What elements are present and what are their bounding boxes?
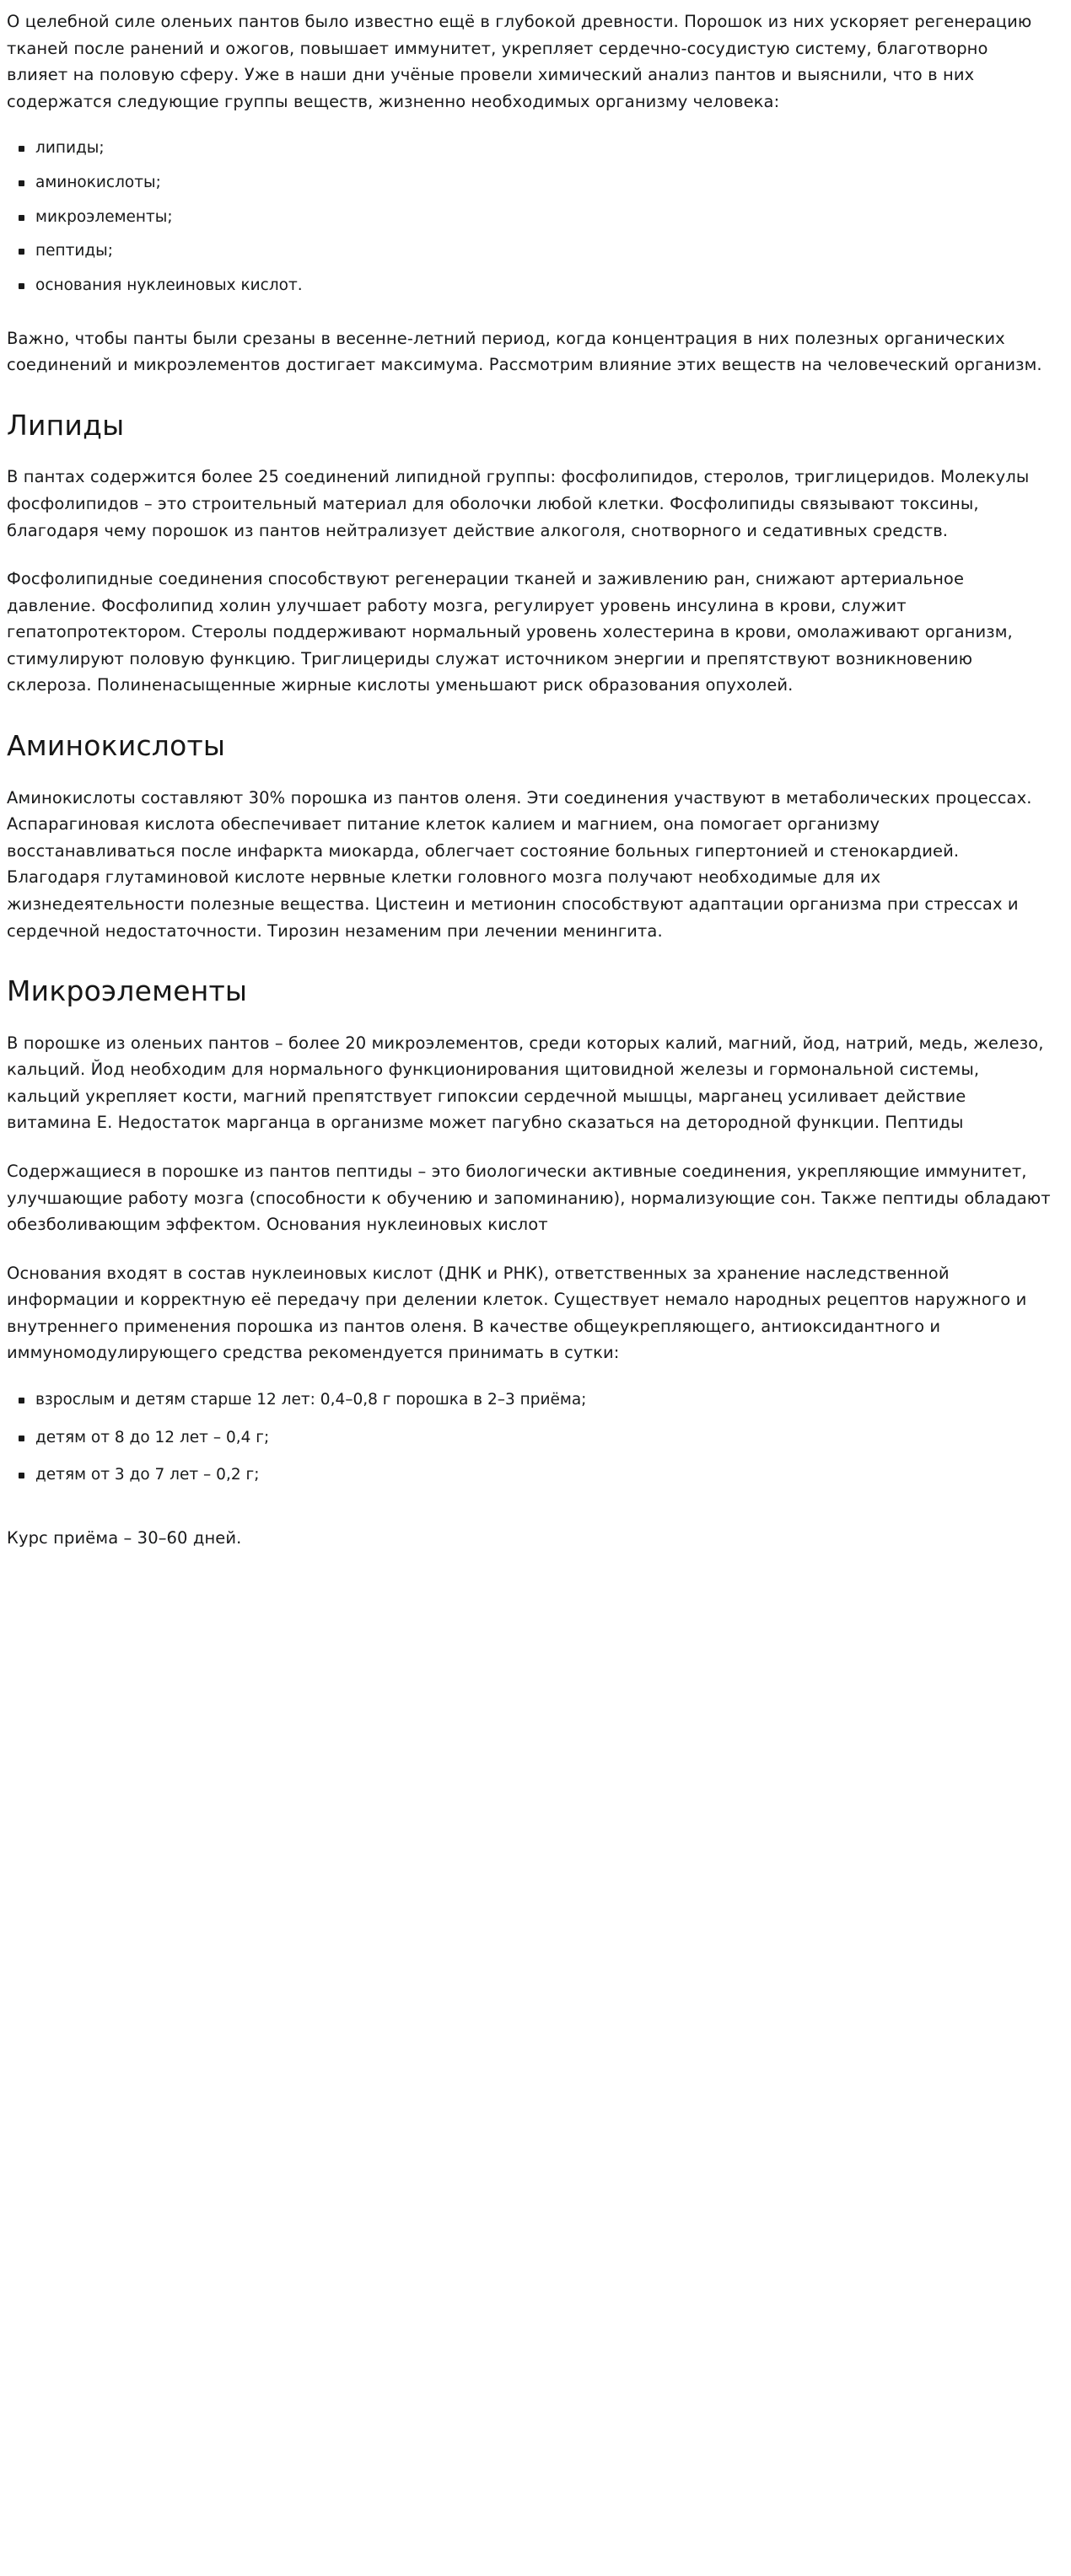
closing-paragraph: Курс приёма – 30–60 дней. (7, 1528, 242, 1548)
lipids-paragraph-1: В пантах содержится более 25 соединений липидной группы: фосфолипидов, стеролов, триглицеридов. Молекулы фосфолипидов – это строительный материал для оболочки любой клетки. Фосфолипиды связывают токсины, благодаря чему порошок из пантов нейтрализует действие алкоголя, снотворного и седативных средств. (7, 467, 1030, 540)
microelements-paragraph-2: Содержащиеся в порошке из пантов пептиды – это биологически активные соединения, укрепляющие иммунитет, улучшающие работу мозга (способности к обучению и запоминанию), нормализующие сон. Также пептиды обладают обезболивающим эффектом. Основания нуклеиновых кислот (7, 1162, 1051, 1235)
list-item: липиды; (35, 137, 1052, 161)
spacer (7, 1510, 1052, 1525)
microelements-paragraph-3: Основания входят в состав нуклеиновых кислот (ДНК и РНК), ответственных за хранение наследственной информации и корректную её передачу при делении клеток. Существует немало народных рецептов наружного и внутреннего применения порошка из пантов оленя. В качестве общеукрепляющего, антиоксидантного и иммуномодулирующего средства рекомендуется принимать в сутки: (7, 1263, 1027, 1363)
after-list-paragraph: Важно, чтобы панты были срезаны в весенне-летний период, когда концентрация в них полезных органических соединений и микроэлементов достигает максимума. Рассмотрим влияние этих веществ на человеческий организм. (7, 328, 1042, 375)
lipids-paragraph-2: Фосфолипидные соединения способствуют регенерации тканей и заживлению ран, снижают артериальное давление. Фосфолипид холин улучшает работу мозга, регулирует уровень инсулина в крови, служит гепатопротектором. Стеролы поддерживают нормальный уровень холестерина в крови, омолаживают организм, стимулируют половую функцию. Триглицериды служат источником энергии и препятствуют возникновению склероза. Полиненасыщенные жирные кислоты уменьшают риск образования опухолей. (7, 569, 1013, 695)
list-item: пептиды; (35, 239, 1052, 264)
section-heading-amino-acids: Аминокислоты (7, 729, 226, 763)
list-item: детям от 8 до 12 лет – 0,4 г; (35, 1426, 1052, 1451)
amino-acids-paragraph-1: Аминокислоты составляют 30% порошка из пантов оленя. Эти соединения участвуют в метаболических процессах. Аспарагиновая кислота обеспечивает питание клеток калием и магнием, она помогает организму восстанавливаться после инфаркта миокарда, облегчает состояние больных гипертонией и стенокардией. Благодаря глутаминовой кислоте нервные клетки головного мозга получают необходимые для их жизнедеятельности полезные вещества. Цистеин и метионин способствуют адаптации организма при стрессах и сердечной недостаточности. Тирозин незаменим при лечении менингита. (7, 787, 1032, 941)
substance-list (7, 137, 1052, 298)
section-heading-microelements: Микроэлементы (7, 974, 248, 1008)
list-item: детям от 3 до 7 лет – 0,2 г; (35, 1463, 1052, 1488)
section-heading-lipids: Липиды (7, 408, 125, 442)
dosage-list (7, 1388, 1052, 1488)
list-item: микроэлементы; (35, 206, 1052, 230)
list-item: основания нуклеиновых кислот. (35, 274, 1052, 298)
list-item: аминокислоты; (35, 171, 1052, 196)
list-item: взрослым и детям старше 12 лет: 0,4–0,8 г порошка в 2–3 приёма; (35, 1388, 1052, 1413)
microelements-paragraph-1: В порошке из оленьих пантов – более 20 микроэлементов, среди которых калий, магний, йод, натрий, медь, железо, кальций. Йод необходим для нормального функционирования щитовидной железы и гормональной системы, кальций укрепляет кости, магний препятствует гипоксии сердечной мышцы, марганец усиливает действие витамина Е. Недостаток марганца в организме может пагубно сказаться на детородной функции. Пептиды (7, 1033, 1044, 1133)
intro-paragraph: О целебной силе оленьих пантов было известно ещё в глубокой древности. Порошок из них ускоряет регенерацию тканей после ранений и ожогов, повышает иммунитет, укрепляет сердечно-сосудистую систему, благотворно влияет на половую сферу. Уже в наши дни учёные провели химический анализ пантов и выяснили, что в них содержатся следующие группы веществ, жизненно необходимых организму человека: (7, 12, 1032, 111)
